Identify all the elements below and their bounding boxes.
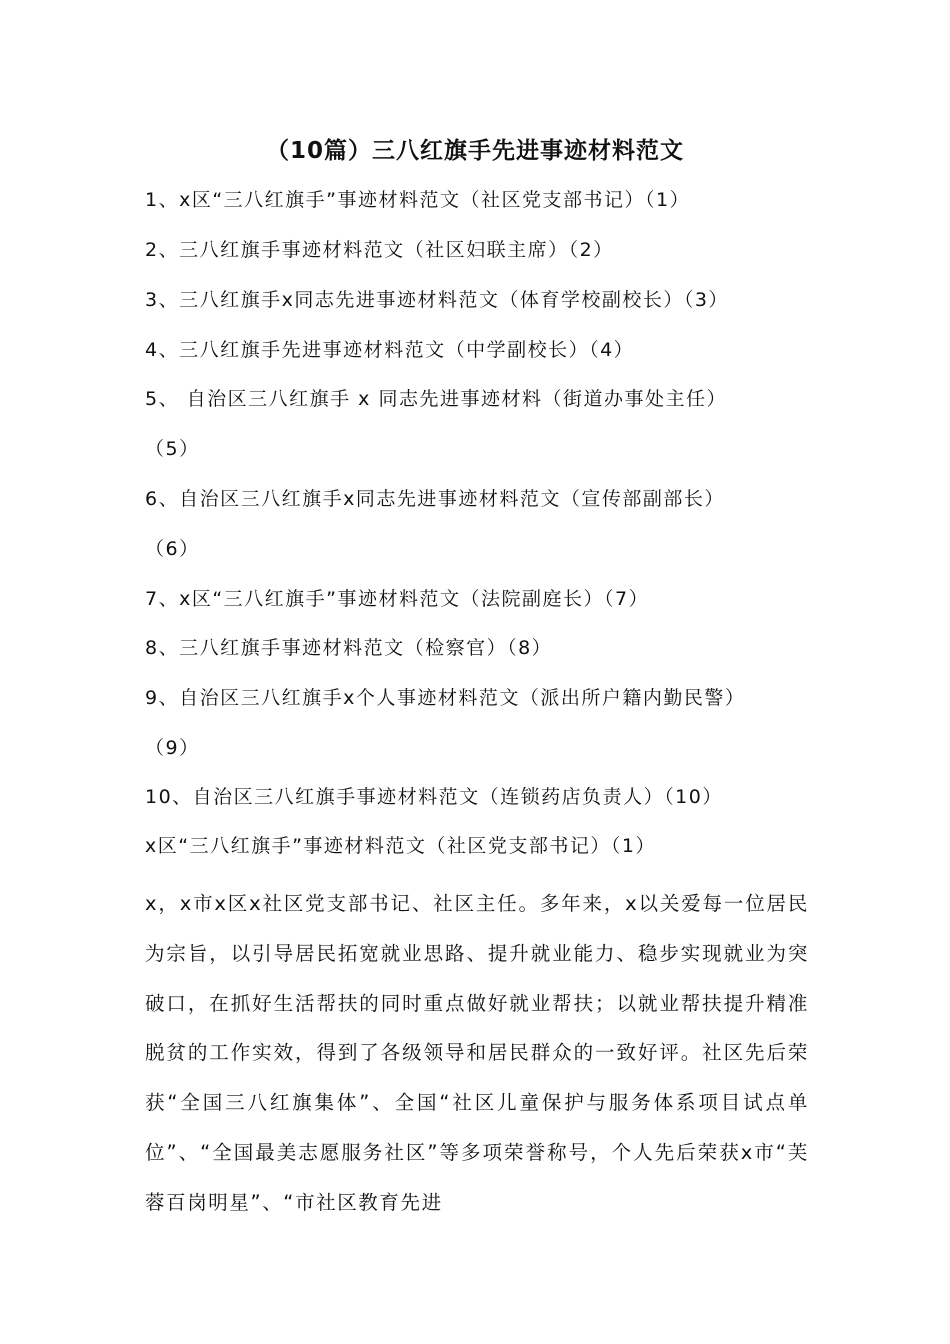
document-title: （10篇）三八红旗手先进事迹材料范文 xyxy=(265,138,684,164)
toc-item-9-cont: （9） xyxy=(145,737,200,759)
toc-item-2: 2、三八红旗手事迹材料范文（社区妇联主席）（2） xyxy=(145,239,614,261)
toc-item-3: 3、三八红旗手x同志先进事迹材料范文（体育学校副校长）（3） xyxy=(145,289,729,311)
toc-item-4: 4、三八红旗手先进事迹材料范文（中学副校长）（4） xyxy=(145,339,635,361)
toc-item-10: 10、自治区三八红旗手事迹材料范文（连锁药店负责人）（10） xyxy=(145,786,723,808)
toc-item-9: 9、自治区三八红旗手x个人事迹材料范文（派出所户籍内勤民警） xyxy=(145,687,746,709)
section-heading: x区“三八红旗手”事迹材料范文（社区党支部书记）（1） xyxy=(145,835,657,857)
toc-item-7: 7、x区“三八红旗手”事迹材料范文（法院副庭长）（7） xyxy=(145,588,650,610)
toc-item-6-cont: （6） xyxy=(145,538,200,560)
toc-item-5-cont: （5） xyxy=(145,438,200,460)
toc-item-6: 6、自治区三八红旗手x同志先进事迹材料范文（宣传部副部长） xyxy=(145,488,725,510)
toc-item-1: 1、x区“三八红旗手”事迹材料范文（社区党支部书记）（1） xyxy=(145,189,691,211)
toc-item-5: 5、 自治区三八红旗手 x 同志先进事迹材料（街道办事处主任） xyxy=(145,388,727,410)
body-paragraph: x，x市x区x社区党支部书记、社区主任。多年来，x以关爱每一位居民为宗旨，以引导居民拓宽就业思路、提升就业能力、稳步实现就业为突破口，在抓好生活帮扶的同时重点做好就业帮扶；以就业帮扶提升精准脱贫的工作实效，得到了各级领导和居民群众的一致好评。社区先后荣获“全国三八红旗集体”、全国“社区儿童保护与服务体系项目试点单位”、“全国最美志愿服务社区”等多项荣誉称号，个人先后荣获x市“芙蓉百岗明星”、“市社区教育先进 xyxy=(145,892,809,1214)
toc-item-8: 8、三八红旗手事迹材料范文（检察官）（8） xyxy=(145,637,553,659)
